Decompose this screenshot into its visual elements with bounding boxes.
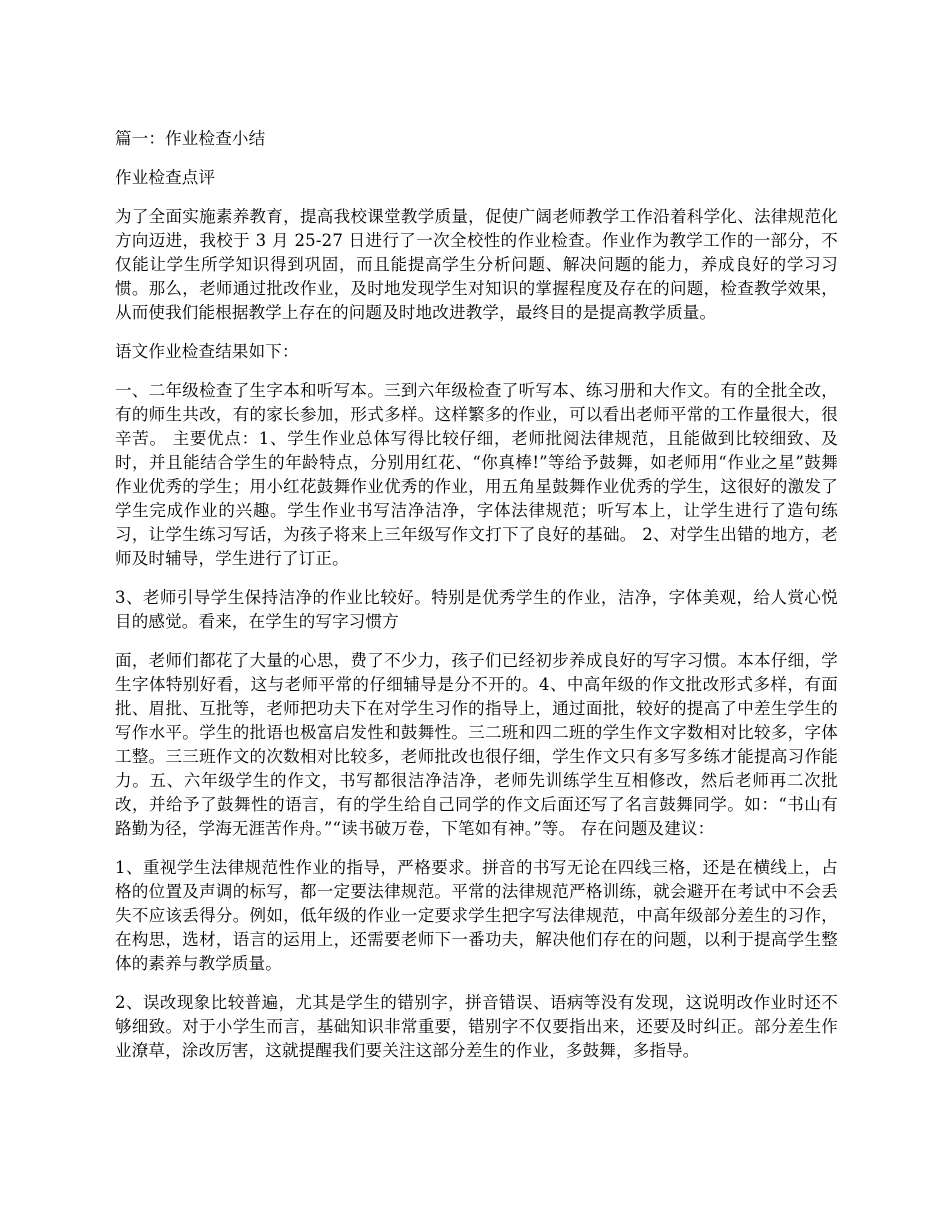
paragraph-intro: 为了全面实施素养教育，提高我校课堂教学质量，促使广阔老师教学工作沿着科学化、法律规范化方向迈进，我校于 3 月 25-27 日进行了一次全校性的作业检查。作业作为教学工作的一部分，不仅能让学生所学知识得到巩固，而且能提高学生分析问题、解决问题的能力，养成良好的学习习惯。那么，老师通过批改作业，及时地发现学生对知识的掌握程度及存在的问题，检查教学效果，从而使我们能根据教学上存在的问题及时地改进教学，最终目的是提高教学质量。 [115,207,838,322]
paragraph-suggestion-2: 2、误改现象比较普遍，尤其是学生的错别字，拼音错误、语病等没有发现，这说明改作业时还不够细致。对于小学生而言，基础知识非常重要，错别字不仅要指出来，还要及时纠正。部分差生作业潦草，涂改厉害，这就提醒我们要关注这部分差生的作业，多鼓舞，多指导。 [115,993,838,1060]
paragraph-suggestion-1: 1、重视学生法律规范性作业的指导，严格要求。拼音的书写无论在四线三格，还是在横线上，占格的位置及声调的标写，都一定要法律规范。平常的法律规范严格训练，就会避开在考试中不会丢失不应该丢得分。例如，低年级的作业一定要求学生把字写法律规范，中高年级部分差生的习作，在构思，选材，语言的运用上，还需要老师下一番功夫，解决他们存在的问题，以利于提高学生整体的素养与教学质量。 [115,858,838,973]
document-subtitle: 作业检查点评 [115,168,216,187]
paragraph-lower-grades: 一、二年级检查了生字本和听写本。三到六年级检查了听写本、练习册和大作文。有的全批全改，有的师生共改，有的家长参加，形式多样。这样繁多的作业，可以看出老师平常的工作量很大，很辛苦。 主要优点：1、学生作业总体写得比较仔细，老师批阅法律规范，且能做到比较细致、及时，并且能结合学生的年龄特点，分别用红花、“你真棒!”等给予鼓舞，如老师用“作业之星”鼓舞作业优秀的学生；用小红花鼓舞作业优秀的作业，用五角星鼓舞作业优秀的学生，这很好的激发了学生完成作业的兴趣。学生作业书写洁净洁净，字体法律规范；听写本上，让学生进行了造句练习，让学生练习写话，为孩子将来上三年级写作文打下了良好的基础。 2、对学生出错的地方，老师及时辅导，学生进行了订正。 [115,381,838,568]
document-title: 篇一：作业检查小结 [115,129,266,148]
paragraph-writing-habits: 面，老师们都花了大量的心思，费了不少力，孩子们已经初步养成良好的写字习惯。本本仔细，学生字体特别好看，这与老师平常的仔细辅导是分不开的。4、中高年级的作文批改形式多样，有面批、眉批、互批等，老师把功夫下在对学生习作的指导上，通过面批，较好的提高了中差生学生的写作水平。学生的批语也极富启发性和鼓舞性。三二班和四二班的学生作文字数相对比较多，字体工整。三三班作文的次数相对比较多，老师批改也很仔细，学生作文只有多写多练才能提高习作能力。五、六年级学生的作文，书写都很洁净洁净，老师先训练学生互相修改，然后老师再二次批改，并给予了鼓舞性的语言，有的学生给自己同学的作文后面还写了名言鼓舞同学。如：“书山有路勤为径，学海无涯苦作舟。”“读书破万卷，下笔如有神。”等。 存在问题及建议： [115,651,838,838]
paragraph-cleanliness: 3、老师引导学生保持洁净的作业比较好。特别是优秀学生的作业，洁净，字体美观，给人赏心悦目的感觉。看来，在学生的写字习惯方 [115,588,838,631]
paragraph-results-heading: 语文作业检查结果如下： [115,342,299,361]
